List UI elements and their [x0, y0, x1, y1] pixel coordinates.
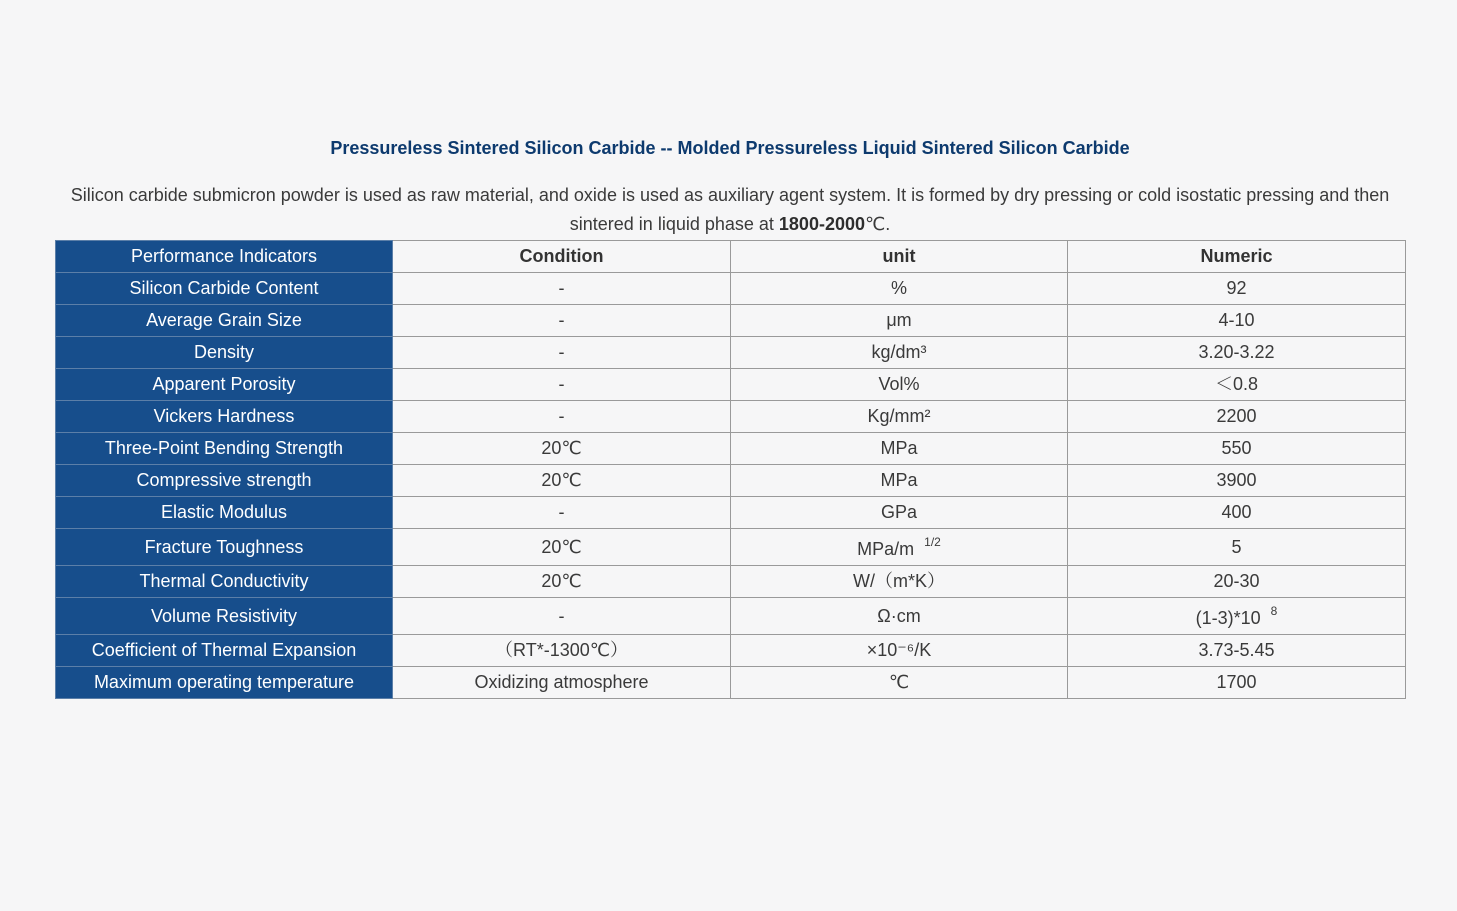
cell-indicator — [56, 566, 393, 598]
cell-condition — [393, 667, 731, 699]
cell-unit-text: MPa — [880, 470, 918, 490]
table-row — [56, 273, 1406, 305]
cell-value — [1068, 401, 1406, 433]
cell-condition — [393, 369, 731, 401]
cell-value — [1068, 635, 1406, 667]
cell-indicator-text: Elastic Modulus — [160, 502, 288, 522]
header-performance-indicators: Performance Indicators — [56, 241, 393, 273]
cell-unit-text: kg/dm³ — [871, 342, 927, 362]
cell-unit-text: MPa/m — [857, 539, 915, 559]
cell-indicator-text: Three-Point Bending Strength — [104, 438, 344, 458]
cell-value — [1068, 433, 1406, 465]
cell-indicator — [56, 667, 393, 699]
cell-indicator-text: Coefficient of Thermal Expansion — [91, 640, 357, 660]
cell-indicator-text: Density — [193, 342, 255, 362]
cell-value-text: 92 — [1226, 278, 1247, 298]
cell-unit — [731, 273, 1068, 305]
cell-condition — [393, 273, 731, 305]
cell-unit-text: Ω·cm — [877, 605, 921, 626]
table-row — [56, 667, 1406, 699]
table-row — [56, 433, 1406, 465]
cell-unit — [731, 635, 1068, 667]
description-temperature: 1800-2000 — [778, 214, 865, 234]
cell-unit-text: ℃ — [888, 672, 910, 692]
cell-value — [1068, 273, 1406, 305]
cell-value-text: ＜0.8 — [1214, 374, 1259, 394]
cell-condition-text: 20℃ — [541, 438, 582, 458]
cell-condition — [393, 566, 731, 598]
cell-unit — [731, 566, 1068, 598]
cell-indicator-text: Average Grain Size — [146, 310, 302, 330]
header-numeric: Numeric — [1068, 241, 1406, 273]
table-row — [56, 497, 1406, 529]
cell-condition — [393, 598, 731, 635]
cell-indicator-text: Vickers Hardness — [153, 406, 295, 426]
cell-unit-text: ×10⁻⁶/K — [866, 640, 932, 660]
cell-condition-text: 20℃ — [541, 470, 582, 490]
cell-value-text: 3.73-5.45 — [1198, 640, 1275, 660]
cell-value — [1068, 337, 1406, 369]
cell-condition — [393, 305, 731, 337]
table-row — [56, 337, 1406, 369]
cell-condition — [393, 497, 731, 529]
cell-indicator — [56, 433, 393, 465]
table-row — [56, 369, 1406, 401]
description-text: Silicon carbide submicron powder is used as raw material, and oxide is used as auxiliary agent system. It is formed by dry pressing or cold isostatic pressing and then sintered in liquid phase at — [70, 185, 1390, 234]
cell-indicator-text: Fracture Toughness — [144, 536, 304, 557]
cell-indicator — [56, 305, 393, 337]
table-row — [56, 305, 1406, 337]
cell-indicator — [56, 529, 393, 566]
cell-value — [1068, 369, 1406, 401]
cell-unit — [731, 667, 1068, 699]
table-row — [56, 401, 1406, 433]
cell-unit — [731, 598, 1068, 635]
cell-value — [1068, 497, 1406, 529]
cell-unit-text: W/（m*K） — [853, 571, 945, 591]
table-row — [56, 566, 1406, 598]
cell-value-text: 3900 — [1216, 470, 1257, 490]
cell-condition-text: 20℃ — [541, 536, 582, 557]
cell-condition-text: - — [558, 310, 565, 330]
cell-value-text: 3.20-3.22 — [1198, 342, 1275, 362]
cell-value-text: 20-30 — [1213, 571, 1260, 591]
cell-value — [1068, 598, 1406, 635]
cell-unit — [731, 465, 1068, 497]
cell-unit-text: MPa — [880, 438, 918, 458]
cell-indicator — [56, 337, 393, 369]
cell-condition — [393, 433, 731, 465]
cell-indicator-text: Apparent Porosity — [152, 374, 296, 394]
cell-indicator — [56, 465, 393, 497]
cell-value-text: 4-10 — [1218, 310, 1255, 330]
cell-unit — [731, 305, 1068, 337]
cell-condition — [393, 337, 731, 369]
header-condition: Condition — [393, 241, 731, 273]
table-body — [56, 273, 1406, 699]
cell-unit — [731, 369, 1068, 401]
cell-unit-superscript: 1/2 — [924, 535, 941, 549]
table-row — [56, 635, 1406, 667]
cell-indicator-text: Volume Resistivity — [150, 605, 298, 626]
cell-value-text: (1-3)*10 — [1195, 608, 1261, 628]
cell-unit-text: GPa — [880, 502, 918, 522]
cell-condition — [393, 465, 731, 497]
cell-indicator — [56, 497, 393, 529]
page-title: Pressureless Sintered Silicon Carbide -- Molded Pressureless Liquid Sintered Silicon Carbide — [330, 138, 1130, 158]
cell-indicator-text: Compressive strength — [136, 470, 312, 490]
cell-indicator — [56, 598, 393, 635]
cell-indicator-text: Silicon Carbide Content — [129, 278, 319, 298]
cell-indicator — [56, 401, 393, 433]
cell-value — [1068, 465, 1406, 497]
content-section — [55, 135, 1405, 699]
cell-condition-text: （RT*-1300℃） — [495, 640, 628, 660]
cell-indicator-text: Thermal Conductivity — [139, 571, 309, 591]
cell-condition-text: Oxidizing atmosphere — [474, 672, 649, 692]
cell-condition-text: - — [558, 374, 565, 394]
cell-condition-text: - — [558, 406, 565, 426]
cell-value — [1068, 529, 1406, 566]
table-row — [56, 465, 1406, 497]
cell-value-text: 400 — [1221, 502, 1252, 522]
cell-unit-text: μm — [886, 310, 912, 330]
cell-condition-text: 20℃ — [541, 571, 582, 591]
cell-value — [1068, 305, 1406, 337]
cell-indicator-text: Maximum operating temperature — [93, 672, 355, 692]
cell-value-text: 1700 — [1216, 672, 1257, 692]
cell-value — [1068, 667, 1406, 699]
cell-condition-text: - — [558, 342, 565, 362]
cell-condition-text: - — [558, 278, 565, 298]
table-row — [56, 598, 1406, 635]
cell-condition — [393, 401, 731, 433]
cell-value — [1068, 566, 1406, 598]
cell-indicator — [56, 369, 393, 401]
cell-unit-text: % — [890, 278, 907, 298]
cell-condition — [393, 529, 731, 566]
properties-table — [55, 240, 1406, 699]
cell-condition-text: - — [558, 502, 565, 522]
cell-value-superscript: 8 — [1270, 604, 1278, 618]
cell-unit — [731, 497, 1068, 529]
cell-unit — [731, 401, 1068, 433]
cell-unit — [731, 337, 1068, 369]
cell-value-text: 5 — [1231, 536, 1242, 557]
header-unit: unit — [731, 241, 1068, 273]
cell-condition-text: - — [558, 605, 565, 626]
cell-unit-text: Vol% — [878, 374, 920, 394]
table-row — [56, 529, 1406, 566]
description — [55, 181, 1405, 239]
cell-unit-text: Kg/mm² — [867, 406, 931, 426]
cell-indicator — [56, 635, 393, 667]
cell-unit — [731, 433, 1068, 465]
table-header-row — [56, 241, 1406, 273]
description-unit: ℃. — [865, 214, 891, 234]
cell-unit — [731, 529, 1068, 566]
cell-value-text: 2200 — [1216, 406, 1257, 426]
cell-indicator — [56, 273, 393, 305]
cell-condition — [393, 635, 731, 667]
cell-value-text: 550 — [1221, 438, 1252, 458]
